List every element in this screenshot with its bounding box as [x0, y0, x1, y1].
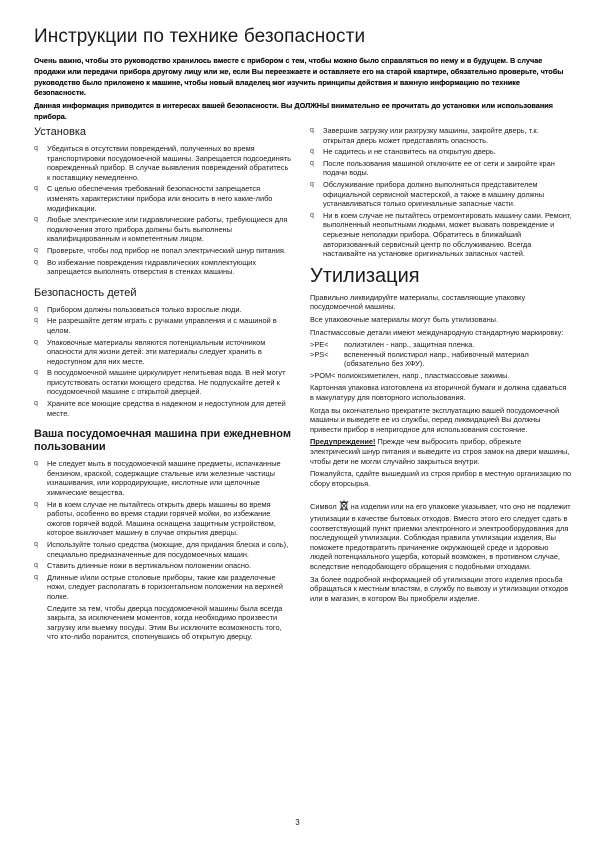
installation-list — [34, 144, 292, 277]
list-item: q Любые электрические или гидравлические работы, требующиеся для подключения этого прибора должны быть выполнены квалифицированным и компетентным лицом. — [34, 215, 288, 244]
list-item: q Длинные и/или острые столовые приборы, такие как разделочные ножи, следует располагать в горизонтальном положении на верхней полке. — [34, 572, 283, 601]
list-item: q Проверьте, чтобы под прибор не попал электрический шнур питания. — [34, 245, 286, 255]
bullet-marker-icon: q — [310, 148, 314, 156]
bullet-marker-icon: q — [34, 562, 38, 570]
daily-use-heading: Ваша посудомоечная машина при ежедневном пользовании — [34, 428, 291, 454]
list-item: q Прибором должны пользоваться только взрослые люди. — [34, 304, 242, 314]
crossed-out-wheelie-bin-icon — [339, 500, 349, 514]
bullet-marker-icon: q — [310, 211, 314, 219]
disposal-heading: Утилизация — [310, 264, 420, 287]
warning-label: Предупреждение! — [310, 437, 376, 447]
warning-paragraph: Предупреждение! Прежде чем выбросить прибор, обрежьте электрический шнур питания и выведите из строя замок на двери машины, чтобы дети не могли случайно закрыться внутри. — [310, 437, 570, 466]
list-item: q Ни в коем случае не пытайтесь открыть дверь машины во время работы, особенно во время стадии горячей мойки, во избежание ожогов горячей водой. Машина оснащена защитным устройством, которое выключает машину в случае открытия дверцы. — [34, 499, 276, 538]
plastic-code-desc: полиэтилен - напр., защитная пленка. — [344, 340, 475, 350]
page-number: 3 — [295, 818, 300, 827]
child-safety-heading: Безопасность детей — [34, 286, 137, 299]
list-item: q Храните все моющие средства в надежном и недоступном для детей месте. — [34, 399, 286, 418]
plastic-code-desc: вспененный полистирол напр., набивочный материал (обязательно без ХФУ). — [344, 349, 529, 369]
bullet-marker-icon: q — [34, 185, 38, 193]
disposal-paragraph: Правильно ликвидируйте материалы, составляющие упаковку посудомоечной машины. — [310, 292, 526, 312]
bullet-marker-icon: q — [34, 317, 38, 325]
list-item: Следите за тем, чтобы дверца посудомоечной машины была всегда закрыта, за исключением моментов, когда необходимо произвести загрузку или выемку посуды. Этим Вы исключите возможность того, что кто-либо поранится, споткнувшись об открытую дверцу. — [47, 603, 283, 642]
list-item: q Убедиться в отсутствии повреждений, полученных во время транспортировки посудомоечной машины. Запрещается подсоединять поврежденный прибор. В случае выявления повреждений обратитесь к поставщику немедленно. — [34, 144, 291, 182]
bullet-marker-icon: q — [34, 216, 38, 224]
disposal-paragraph: Картонная упаковка изготовлена из вторичной бумаги и должна сдаваться в макулатуру для повторного использования. — [310, 383, 567, 403]
plastic-code: >PE< — [310, 340, 329, 350]
list-item: q Упаковочные материалы являются потенциальным источником опасности для жизни детей: эти материалы следует хранить в недоступном для них месте. — [34, 337, 266, 366]
intro-paragraph: Очень важно, чтобы это руководство хранилось вместе с прибором с тем, чтобы можно было справляться по нему и в будущем. В случае продажи или передачи прибора другому лицу или же, если Вы переезжаете и оставляете его на старой квартире, обязательно проверьте, чтобы руководство было приложено к машине, чтобы новый владелец мог изучить принципы действия и важную информацию по технике безопасности. — [34, 56, 564, 98]
bullet-marker-icon: q — [34, 369, 38, 377]
disposal-paragraph: >POM< полиоксиметилен, напр., пластмассовые зажимы. — [310, 370, 510, 380]
plastic-codes-table — [310, 340, 572, 369]
table-row — [310, 340, 572, 350]
list-item: q Не следует мыть в посудомоечной машине предметы, испачканные бензином, краской, содержащие стальные или железные частицы изнашивания, или корродирующие, кислотные или щелочные химические вещества. — [34, 459, 281, 498]
bullet-marker-icon: q — [34, 573, 38, 581]
intro-block — [34, 56, 564, 125]
list-item: q Завершив загрузку или разгрузку машины, закройте дверь, т.к. открытая дверь может представлять опасность. — [310, 126, 539, 145]
list-item: q Не разрешайте детям играть с ручками управления и с машиной в целом. — [34, 316, 277, 335]
plastic-code: >PS< — [310, 349, 329, 359]
bullet-marker-icon: q — [34, 460, 38, 468]
list-item: q После пользования машиной отключите ее от сети и закройте кран подачи воды. — [310, 158, 555, 178]
daily-use-list-continued — [310, 126, 572, 259]
list-item: q В посудомоечной машине циркулирует непитьевая вода. В ней могут присутствовать остатки моющего средства. Не подпускайте детей к посудомоечной машине с открытой дверцей. — [34, 368, 286, 397]
bullet-marker-icon: q — [34, 246, 38, 254]
list-item: q Не садитесь и не становитесь на открытую дверь. — [310, 147, 496, 157]
bullet-marker-icon: q — [310, 127, 314, 134]
disposal-paragraph: Пожалуйста, сдайте вышедший из строя прибор в местную организацию по сбору вторсырья. — [310, 469, 572, 488]
disposal-paragraph: За более подробной информацией об утилизации этого изделия просьба обращаться к местным властям, в службу по вывозу и утилизации отходов или в магазин, в котором Вы приобрели изделие. — [310, 574, 569, 603]
bullet-marker-icon: q — [34, 305, 38, 313]
list-item: q Используйте только средства (моющие, для придания блеска и соль), специально предназначенные для посудомоечных машин. — [34, 540, 289, 559]
page-title: Инструкции по технике безопасности — [34, 26, 366, 47]
list-item: q С целью обеспечения требований безопасности запрещается изменять характеристики прибора или вносить в него какие-либо модификации. — [34, 184, 273, 213]
right-column — [310, 126, 572, 606]
daily-use-list — [34, 459, 292, 642]
disposal-paragraph: Все упаковочные материалы могут быть утилизованы. — [310, 314, 499, 324]
left-column — [34, 126, 292, 644]
weee-paragraph: Символ на изделии или на его упаковке указывает, что оно не подлежит утилизации в качестве бытовых отходов. Вместо этого его следует сдать в соответствующий пункт приемки электронного и электрооборудования для последующей утилизации. Соблюдая правила утилизации изделия, Вы поможете предотвратить причинение окружающей среде и здоровью людей потенциального ущерба, который возможен, в противном случае, вследствие неподобающего обращения с подобными отходами. — [310, 502, 571, 571]
disposal-paragraph: Когда вы окончательно прекратите эксплуатацию вашей посудомоечной машины и выведете ее из службы, перед ликвидацией Вы должны привести прибор в непригодное для использования состояние. — [310, 405, 560, 434]
intro-paragraph: Данная информация приводится в интересах вашей безопасности. Вы ДОЛЖНЫ внимательно ее прочитать до установки или использования прибора. — [34, 101, 554, 121]
installation-heading: Установка — [34, 126, 86, 138]
bullet-marker-icon: q — [34, 500, 38, 508]
list-item: q Ставить длинные ножи в вертикальном положении опасно. — [34, 561, 252, 571]
child-safety-list — [34, 305, 292, 419]
list-item: q Во избежание повреждения гидравлических комплектующих запрещается выполнять отверстия в стенках машины. — [34, 257, 257, 277]
list-item: q Обслуживание прибора должно выполняться представителем официальной сервисной мастерской, а также в машину должны устанавливаться только оригинальные запасные части. — [310, 179, 545, 209]
disposal-section — [310, 293, 572, 604]
bullet-marker-icon: q — [34, 145, 38, 152]
bullet-marker-icon: q — [310, 159, 314, 167]
bullet-marker-icon: q — [310, 180, 314, 188]
table-row — [310, 350, 572, 369]
bullet-marker-icon: q — [34, 338, 38, 346]
bullet-marker-icon: q — [34, 258, 38, 266]
list-item: q Ни в коем случае не пытайтесь отремонтировать машину сами. Ремонт, выполненный неопытными людьми, может вызвать повреждение и серьезные неполадки прибора. Обратитесь в ближайший авторизованный сервисный центр по обслуживанию. Всегда настаивайте на установке оригинальных запасных частей. — [310, 210, 572, 259]
bullet-marker-icon: q — [34, 541, 38, 548]
bullet-marker-icon: q — [34, 400, 38, 408]
disposal-paragraph: Пластмассовые детали имеют международную стандартную маркировку: — [310, 327, 564, 337]
